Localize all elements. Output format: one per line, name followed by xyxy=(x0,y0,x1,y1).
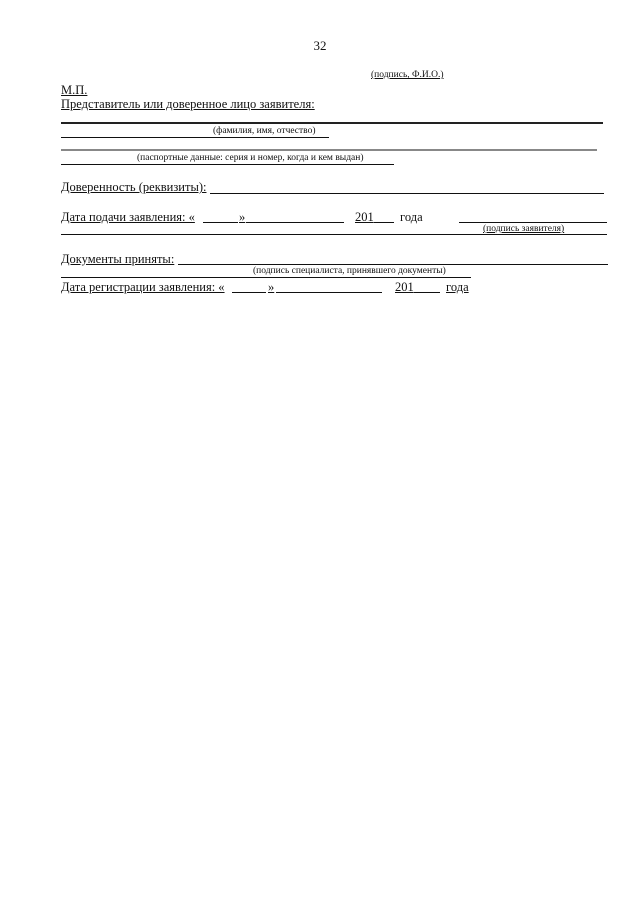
registration-year-field[interactable] xyxy=(414,292,440,293)
representative-name-line[interactable] xyxy=(61,122,603,124)
registration-date-label: Дата регистрации заявления: « xyxy=(61,280,225,294)
specialist-signature-caption: (подпись специалиста, принявшего документы) xyxy=(253,266,446,276)
registration-month-field[interactable] xyxy=(276,292,382,293)
submission-year-suffix: года xyxy=(400,210,423,224)
signature-fio-caption: (подпись, Ф.И.О.) xyxy=(371,70,444,80)
submission-year-field[interactable] xyxy=(374,222,394,223)
documents-accepted-label: Документы приняты: xyxy=(61,252,175,266)
page-number: 32 xyxy=(313,38,327,53)
registration-date-close: » xyxy=(268,280,275,294)
submission-year-prefix: 201 xyxy=(355,210,374,224)
applicant-signature-field[interactable] xyxy=(459,222,607,223)
submission-date-label: Дата подачи заявления: « xyxy=(61,210,195,224)
fio-caption-underline xyxy=(61,137,329,138)
registration-day-field[interactable] xyxy=(232,292,266,293)
power-of-attorney-field[interactable] xyxy=(210,193,604,194)
documents-accepted-field[interactable] xyxy=(178,264,608,265)
passport-caption-underline xyxy=(61,164,394,165)
mp-stamp-label: М.П. xyxy=(61,83,88,97)
passport-caption: (паспортные данные: серия и номер, когда и кем выдан) xyxy=(137,153,364,163)
submission-day-field[interactable] xyxy=(203,222,238,223)
submission-month-field[interactable] xyxy=(246,222,344,223)
registration-year-prefix: 201 xyxy=(395,280,414,294)
applicant-signature-caption: (подпись заявителя) xyxy=(483,224,565,234)
registration-year-suffix: года xyxy=(446,280,469,294)
passport-data-line[interactable] xyxy=(61,149,597,151)
fio-caption: (фамилия, имя, отчество) xyxy=(213,126,316,136)
specialist-signature-line xyxy=(61,277,471,278)
submission-date-close: » xyxy=(239,210,246,224)
applicant-signature-line xyxy=(61,234,607,235)
power-of-attorney-label: Доверенность (реквизиты): xyxy=(61,180,207,194)
representative-label: Представитель или доверенное лицо заявителя: xyxy=(61,97,315,111)
